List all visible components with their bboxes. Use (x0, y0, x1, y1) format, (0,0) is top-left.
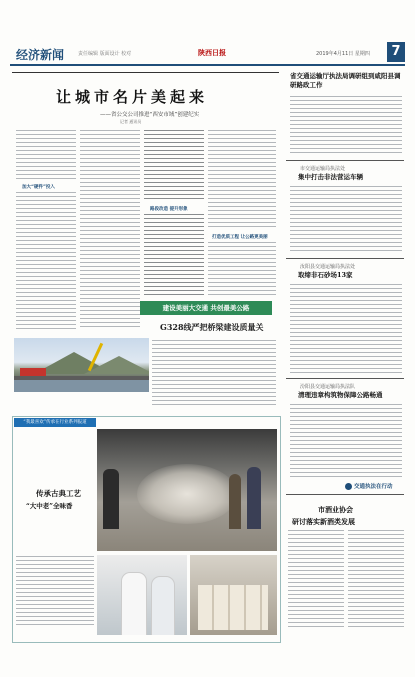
main-subheadline: ——省公交公司推进“西安市域”创建纪实 (100, 112, 200, 118)
sidebar-headline: 省交通运输厅执法局调研组到咸阳县调研路政工作 (290, 72, 401, 89)
divider (286, 160, 404, 161)
photo-caption-text (152, 340, 276, 406)
sidebar-text-block (290, 284, 402, 374)
slogan-banner: 建设美丽大交通 共创最美公路 (140, 301, 272, 315)
article-text-block (208, 130, 276, 230)
sidebar-text-block (290, 404, 402, 478)
bottom-right-text-block (288, 530, 344, 630)
issue-date: 2019年4月11日 星期四 (316, 51, 370, 57)
photo-story-headline: G328线严把桥梁建设质量关 (160, 322, 264, 332)
sidebar-kicker: 汝阳县交通运输局执法处 (300, 264, 356, 270)
sidebar-text-block (290, 186, 402, 254)
campaign-logo-icon (345, 483, 352, 490)
bridge-construction-photo (14, 338, 149, 392)
sidebar-headline: 清理违章构筑物保障公路畅通 (298, 391, 383, 399)
article-text-block (16, 130, 76, 182)
newspaper-logo: 陕西日报 (198, 49, 226, 57)
sidebar-headline: 集中打击非法营运车辆 (298, 173, 363, 181)
article-text-block (144, 214, 204, 296)
article-text-block (80, 130, 140, 330)
article-text-block (16, 192, 76, 332)
main-headline: 让城市名片美起来 (56, 88, 209, 106)
page-number: 7 (387, 42, 405, 62)
grain-bags-photo (190, 555, 277, 635)
article-section-heading: 打造优质工程 让公路更美丽 (212, 235, 268, 240)
divider (12, 72, 279, 73)
section-title: 经济新闻 (16, 48, 65, 62)
main-byline: 记者 通讯员 (120, 119, 142, 124)
article-text-block (144, 130, 204, 200)
divider (286, 258, 404, 259)
brewing-workshop-photo (97, 429, 277, 551)
sidebar-kicker: 汾阳县交通运输局执法队 (300, 384, 356, 390)
feature-title: 传承古典工艺 (36, 489, 81, 498)
feature-subtitle: “大中老”全味香 (26, 502, 73, 510)
campaign-logo (345, 482, 393, 490)
feature-text-block (16, 556, 94, 628)
bottom-right-subheadline: 研讨落实新酒类发展 (292, 517, 355, 526)
sidebar-text-block (290, 96, 402, 156)
sidebar-headline: 取缔非石砂场13家 (298, 271, 353, 279)
campaign-logo-text: 交通执法在行动 (354, 484, 393, 490)
divider (286, 494, 404, 495)
article-text-block (208, 242, 276, 296)
feature-series-tag: “我最喜欢”传承在行业系列报道 (14, 418, 96, 427)
bottom-right-text-block (348, 530, 404, 630)
header-credits: 责任编辑 版面设计 校对 (78, 51, 132, 57)
sidebar-kicker: 市交通运输局执法处 (300, 166, 346, 172)
divider (286, 378, 404, 379)
article-section-heading: 路段改造 提升形象 (150, 207, 188, 212)
article-section-heading: 加大“硬件”投入 (22, 185, 55, 190)
workers-photo (97, 555, 187, 635)
page-header (10, 44, 405, 66)
bottom-right-headline: 市酒业协会 (318, 505, 353, 514)
